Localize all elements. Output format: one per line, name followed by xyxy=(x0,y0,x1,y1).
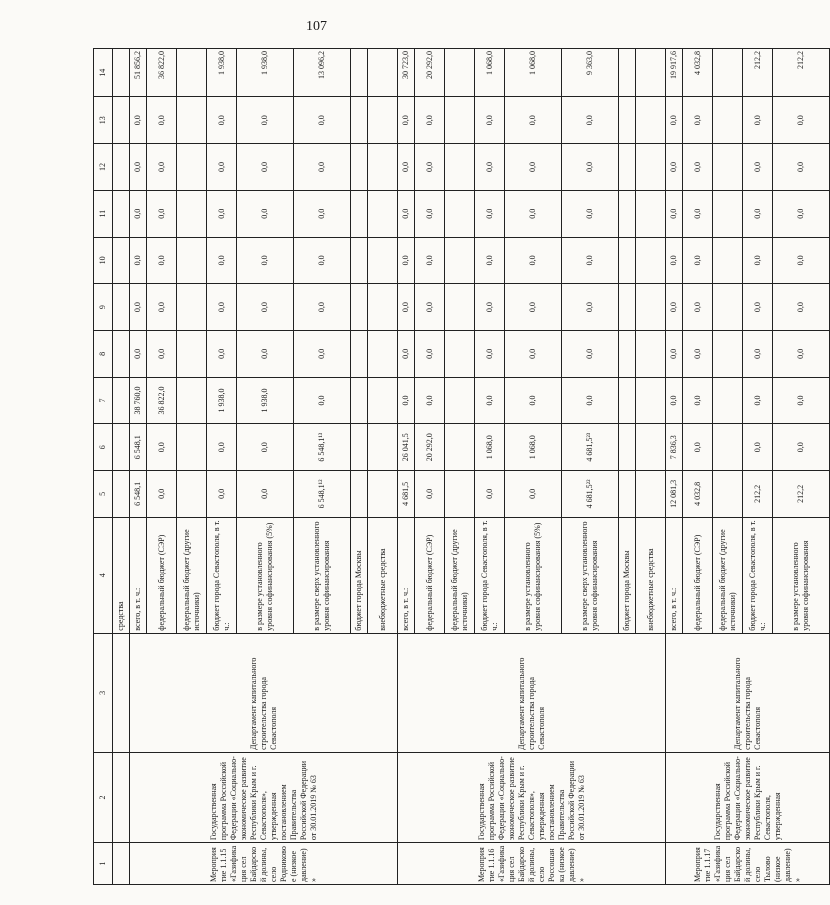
amount-cell: 0,0 xyxy=(683,237,713,284)
amount-cell: 0,0 xyxy=(666,97,683,144)
amount-cell xyxy=(368,144,398,191)
amount-cell: 20 292,0 xyxy=(415,49,445,97)
amount-cell xyxy=(619,49,636,97)
amount-cell: 1 068,0 xyxy=(475,49,505,97)
amount-cell: 4 681,5 xyxy=(398,471,415,518)
amount-cell: 0,0 xyxy=(773,330,830,377)
program-cell: Государственная программа Российской Федерации «Социально-экономическое развитие Республики Крым и г. Севастополя», утвержденная постановлением Правительства Российской Федерации от 30.01.2019 № 63 xyxy=(130,752,398,842)
amount-cell: 6 548,1 xyxy=(130,471,147,518)
amount-cell xyxy=(713,330,743,377)
amount-cell: 0,0 xyxy=(294,330,351,377)
amount-cell xyxy=(713,471,743,518)
funding-source-cell: в размере сверх установленного уровня софинансирования xyxy=(562,517,619,633)
amount-cell: 0,0 xyxy=(475,190,505,237)
amount-cell xyxy=(351,190,368,237)
amount-cell: 212,2 xyxy=(743,471,773,518)
amount-cell: 0,0 xyxy=(505,471,562,518)
amount-cell xyxy=(619,97,636,144)
amount-cell: 0,0 xyxy=(683,330,713,377)
amount-cell: 0,0 xyxy=(743,97,773,144)
amount-cell xyxy=(636,284,666,331)
column-number: 9 xyxy=(94,284,113,331)
amount-cell: 0,0 xyxy=(666,190,683,237)
amount-cell xyxy=(445,237,475,284)
amount-cell: 0,0 xyxy=(666,237,683,284)
event-cell: Мероприятие 1.1.16 «Газификация сел Байдарской долины, село Россошанка (низкое давление)» xyxy=(398,843,666,885)
amount-cell: 0,0 xyxy=(398,190,415,237)
amount-cell xyxy=(177,97,207,144)
amount-cell: 19 917,6 xyxy=(666,49,683,97)
program-cell: Государственная программа Российской Федерации «Социально-экономическое развитие Республики Крым и г. Севастополя, утвержденная xyxy=(666,752,830,842)
program-cell: Государственная программа Российской Федерации «Социально-экономическое развитие Республики Крым и г. Севастополя», утвержденная постановлением Правительства Российской Федерации от 30.01.2019 № 63 xyxy=(398,752,666,842)
column-number: 1 xyxy=(94,843,113,885)
amount-cell: 0,0 xyxy=(683,190,713,237)
amount-cell xyxy=(368,330,398,377)
amount-cell: 0,0 xyxy=(505,284,562,331)
amount-cell: 0,0 xyxy=(475,330,505,377)
amount-cell: 0,0 xyxy=(398,330,415,377)
amount-cell xyxy=(636,237,666,284)
amount-cell xyxy=(177,330,207,377)
amount-cell: 0,0 xyxy=(130,237,147,284)
amount-cell xyxy=(636,144,666,191)
rotated-table-frame xyxy=(93,48,810,885)
amount-cell xyxy=(619,377,636,424)
column-number: 13 xyxy=(94,97,113,144)
amount-cell: 6 548,1¹² xyxy=(294,471,351,518)
amount-cell: 0,0 xyxy=(683,424,713,471)
amount-cell xyxy=(177,144,207,191)
amount-cell xyxy=(636,471,666,518)
amount-cell: 1 938,0 xyxy=(207,377,237,424)
amount-cell: 1 938,0 xyxy=(207,49,237,97)
amount-cell: 0,0 xyxy=(237,144,294,191)
amount-cell: 0,0 xyxy=(475,377,505,424)
amount-cell: 1 938,0 xyxy=(237,377,294,424)
amount-cell: 0,0 xyxy=(294,190,351,237)
funding-source-cell: в размере установленного уровня софинансирования (5%) xyxy=(505,517,562,633)
amount-cell: 0,0 xyxy=(666,144,683,191)
amount-cell: 212,2 xyxy=(773,471,830,518)
amount-cell xyxy=(636,97,666,144)
funding-source-cell: в размере установленного уровня софинансирования (5%) xyxy=(237,517,294,633)
amount-cell: 0,0 xyxy=(207,144,237,191)
amount-cell: 0,0 xyxy=(130,284,147,331)
amount-cell xyxy=(636,377,666,424)
funding-source-cell: федеральный бюджет (другие источники) xyxy=(177,517,207,633)
amount-cell xyxy=(713,144,743,191)
amount-cell: 0,0 xyxy=(147,97,177,144)
amount-cell: 0,0 xyxy=(415,97,445,144)
column-number: 4 xyxy=(94,517,113,633)
amount-cell: 0,0 xyxy=(147,284,177,331)
amount-cell xyxy=(177,237,207,284)
amount-cell: 0,0 xyxy=(294,237,351,284)
amount-cell: 12 081,3 xyxy=(666,471,683,518)
amount-cell xyxy=(368,49,398,97)
funding-source-cell: в размере установленного уровня софинансирования xyxy=(773,517,830,633)
amount-cell: 0,0 xyxy=(743,190,773,237)
amount-cell: 0,0 xyxy=(398,284,415,331)
amount-cell: 36 822,0 xyxy=(147,49,177,97)
amount-cell: 0,0 xyxy=(294,284,351,331)
amount-cell: 0,0 xyxy=(562,330,619,377)
amount-cell: 4 681,5²² xyxy=(562,471,619,518)
event-cell: Мероприятие 1.1.17 «Газификация сел Байдарской долины, село Тылово (низкое давление)» xyxy=(666,843,830,885)
amount-cell xyxy=(619,284,636,331)
amount-cell xyxy=(351,330,368,377)
column-number: 2 xyxy=(94,752,113,842)
amount-cell: 0,0 xyxy=(475,144,505,191)
amount-cell xyxy=(351,424,368,471)
amount-cell xyxy=(445,471,475,518)
budget-table xyxy=(93,48,830,885)
amount-cell: 4 032,8 xyxy=(683,471,713,518)
amount-cell xyxy=(445,49,475,97)
column-number: 12 xyxy=(94,144,113,191)
amount-cell xyxy=(351,377,368,424)
amount-cell: 26 041,5 xyxy=(398,424,415,471)
column-number: 5 xyxy=(94,471,113,518)
amount-cell: 0,0 xyxy=(475,237,505,284)
amount-cell: 0,0 xyxy=(773,424,830,471)
amount-cell: 0,0 xyxy=(237,284,294,331)
amount-cell xyxy=(368,284,398,331)
amount-cell xyxy=(713,377,743,424)
amount-cell: 0,0 xyxy=(743,377,773,424)
amount-cell: 0,0 xyxy=(475,471,505,518)
amount-cell: 30 723,0 xyxy=(398,49,415,97)
funding-source-cell: всего, в т. ч.: xyxy=(398,517,415,633)
funding-source-cell: федеральный бюджет (СЭР) xyxy=(683,517,713,633)
table-row xyxy=(398,49,415,885)
amount-cell xyxy=(368,377,398,424)
amount-cell xyxy=(445,377,475,424)
amount-cell: 0,0 xyxy=(562,190,619,237)
amount-cell: 51 856,2 xyxy=(130,49,147,97)
amount-cell xyxy=(177,377,207,424)
amount-cell: 0,0 xyxy=(130,190,147,237)
amount-cell: 6 548,1 xyxy=(130,424,147,471)
amount-cell: 0,0 xyxy=(743,330,773,377)
amount-cell xyxy=(351,144,368,191)
amount-cell xyxy=(368,237,398,284)
amount-cell xyxy=(445,190,475,237)
column-number: 11 xyxy=(94,190,113,237)
amount-cell: 0,0 xyxy=(683,97,713,144)
amount-cell: 0,0 xyxy=(294,144,351,191)
event-cell: Мероприятие 1.1.15 «Газификация сел Байдарской долины, село Родниковое (низкое давление)» xyxy=(130,843,398,885)
amount-cell: 0,0 xyxy=(505,97,562,144)
amount-cell: 0,0 xyxy=(147,471,177,518)
amount-cell: 0,0 xyxy=(147,190,177,237)
amount-cell: 0,0 xyxy=(562,144,619,191)
amount-cell: 0,0 xyxy=(773,97,830,144)
amount-cell xyxy=(713,49,743,97)
amount-cell: 1 938,0 xyxy=(237,49,294,97)
amount-cell: 0,0 xyxy=(505,144,562,191)
amount-cell xyxy=(636,330,666,377)
amount-cell: 13 096,2 xyxy=(294,49,351,97)
amount-cell xyxy=(713,424,743,471)
column-number: 7 xyxy=(94,377,113,424)
amount-cell xyxy=(619,237,636,284)
amount-cell: 0,0 xyxy=(415,144,445,191)
amount-cell: 0,0 xyxy=(505,377,562,424)
amount-cell xyxy=(713,237,743,284)
amount-cell: 0,0 xyxy=(415,377,445,424)
funding-source-cell: внебюджетные средства xyxy=(636,517,666,633)
funding-source-cell: бюджет города Москвы xyxy=(351,517,368,633)
funding-source-cell: бюджет города Севастополя, в т. ч.: xyxy=(207,517,237,633)
amount-cell: 0,0 xyxy=(683,144,713,191)
amount-cell xyxy=(636,190,666,237)
amount-cell: 36 822,0 xyxy=(147,377,177,424)
amount-cell: 0,0 xyxy=(666,377,683,424)
amount-cell: 1 068,0 xyxy=(505,424,562,471)
amount-cell: 0,0 xyxy=(415,471,445,518)
amount-cell: 7 836,3 xyxy=(666,424,683,471)
amount-cell: 0,0 xyxy=(743,424,773,471)
amount-cell: 0,0 xyxy=(773,377,830,424)
amount-cell: 38 760,0 xyxy=(130,377,147,424)
amount-cell: 4 032,8 xyxy=(683,49,713,97)
amount-cell: 0,0 xyxy=(562,377,619,424)
amount-cell xyxy=(619,330,636,377)
amount-cell: 0,0 xyxy=(773,144,830,191)
amount-cell: 1 068,0 xyxy=(475,424,505,471)
amount-cell: 0,0 xyxy=(743,284,773,331)
funding-source-cell: в размере сверх установленного уровня софинансирования xyxy=(294,517,351,633)
funding-source-cell: федеральный бюджет (другие источники) xyxy=(445,517,475,633)
executor-cell: Департамент капитального строительства города Севастополя xyxy=(130,633,398,752)
amount-cell xyxy=(636,49,666,97)
amount-cell: 9 363,0 xyxy=(562,49,619,97)
amount-cell: 0,0 xyxy=(130,97,147,144)
amount-cell: 0,0 xyxy=(415,284,445,331)
amount-cell xyxy=(445,144,475,191)
amount-cell: 1 068,0 xyxy=(505,49,562,97)
amount-cell: 0,0 xyxy=(398,237,415,284)
amount-cell xyxy=(619,424,636,471)
amount-cell xyxy=(368,97,398,144)
amount-cell: 0,0 xyxy=(294,377,351,424)
amount-cell xyxy=(177,284,207,331)
funding-source-cell: федеральный бюджет (СЭР) xyxy=(415,517,445,633)
carryover-row xyxy=(113,49,130,885)
column-number: 10 xyxy=(94,237,113,284)
amount-cell: 0,0 xyxy=(773,237,830,284)
amount-cell: 0,0 xyxy=(743,237,773,284)
amount-cell: 0,0 xyxy=(207,424,237,471)
amount-cell xyxy=(713,97,743,144)
amount-cell: 0,0 xyxy=(147,144,177,191)
column-number: 6 xyxy=(94,424,113,471)
amount-cell: 0,0 xyxy=(505,190,562,237)
amount-cell xyxy=(351,237,368,284)
amount-cell xyxy=(351,471,368,518)
amount-cell: 0,0 xyxy=(773,190,830,237)
amount-cell xyxy=(351,97,368,144)
amount-cell: 4 681,5²³ xyxy=(562,424,619,471)
funding-source-cell: всего, в т. ч.: xyxy=(130,517,147,633)
executor-cell: Департамент капитального строительства города Севастополя xyxy=(666,633,830,752)
funding-source-cell: бюджет города Севастополя, в т. ч.: xyxy=(743,517,773,633)
amount-cell: 0,0 xyxy=(415,237,445,284)
amount-cell: 0,0 xyxy=(683,284,713,331)
amount-cell: 0,0 xyxy=(147,424,177,471)
amount-cell: 0,0 xyxy=(294,97,351,144)
amount-cell: 212,2 xyxy=(743,49,773,97)
amount-cell xyxy=(177,471,207,518)
funding-source-cell: бюджет города Севастополя, в т. ч.: xyxy=(475,517,505,633)
column-number: 14 xyxy=(94,49,113,97)
amount-cell: 0,0 xyxy=(237,190,294,237)
amount-cell: 0,0 xyxy=(147,330,177,377)
amount-cell xyxy=(445,424,475,471)
carryover-label: средства xyxy=(113,517,130,633)
amount-cell xyxy=(368,190,398,237)
amount-cell xyxy=(368,424,398,471)
amount-cell: 0,0 xyxy=(237,237,294,284)
amount-cell: 0,0 xyxy=(207,237,237,284)
amount-cell: 0,0 xyxy=(743,144,773,191)
amount-cell xyxy=(177,190,207,237)
amount-cell xyxy=(713,284,743,331)
funding-source-cell: федеральный бюджет (СЭР) xyxy=(147,517,177,633)
amount-cell: 0,0 xyxy=(207,330,237,377)
amount-cell: 0,0 xyxy=(666,330,683,377)
amount-cell: 0,0 xyxy=(207,97,237,144)
amount-cell: 0,0 xyxy=(683,377,713,424)
amount-cell xyxy=(445,330,475,377)
amount-cell: 0,0 xyxy=(773,284,830,331)
amount-cell: 0,0 xyxy=(207,471,237,518)
amount-cell: 0,0 xyxy=(398,377,415,424)
amount-cell xyxy=(636,424,666,471)
amount-cell: 0,0 xyxy=(130,330,147,377)
column-number-row xyxy=(94,49,113,885)
table-row xyxy=(666,49,683,885)
amount-cell: 0,0 xyxy=(237,471,294,518)
amount-cell xyxy=(445,284,475,331)
amount-cell: 20 292,0 xyxy=(415,424,445,471)
funding-source-cell: внебюджетные средства xyxy=(368,517,398,633)
amount-cell: 0,0 xyxy=(207,190,237,237)
amount-cell: 212,2 xyxy=(773,49,830,97)
column-number: 3 xyxy=(94,633,113,752)
amount-cell xyxy=(177,49,207,97)
amount-cell xyxy=(177,424,207,471)
amount-cell: 0,0 xyxy=(562,237,619,284)
amount-cell: 0,0 xyxy=(505,330,562,377)
amount-cell xyxy=(445,97,475,144)
table-row xyxy=(130,49,147,885)
amount-cell: 0,0 xyxy=(475,97,505,144)
amount-cell xyxy=(368,471,398,518)
amount-cell: 0,0 xyxy=(207,284,237,331)
amount-cell xyxy=(713,190,743,237)
page-number: 107 xyxy=(306,19,327,34)
amount-cell xyxy=(619,471,636,518)
funding-source-cell: всего, в т. ч.: xyxy=(666,517,683,633)
column-number: 8 xyxy=(94,330,113,377)
amount-cell: 0,0 xyxy=(475,284,505,331)
amount-cell: 0,0 xyxy=(130,144,147,191)
amount-cell xyxy=(619,144,636,191)
amount-cell: 0,0 xyxy=(505,237,562,284)
amount-cell: 0,0 xyxy=(666,284,683,331)
amount-cell: 0,0 xyxy=(398,97,415,144)
amount-cell: 6 548,1¹³ xyxy=(294,424,351,471)
amount-cell: 0,0 xyxy=(415,330,445,377)
amount-cell: 0,0 xyxy=(415,190,445,237)
amount-cell xyxy=(351,49,368,97)
amount-cell: 0,0 xyxy=(398,144,415,191)
amount-cell: 0,0 xyxy=(237,424,294,471)
amount-cell: 0,0 xyxy=(237,330,294,377)
amount-cell xyxy=(619,190,636,237)
funding-source-cell: бюджет города Москвы xyxy=(619,517,636,633)
executor-cell: Департамент капитального строительства города Севастополя xyxy=(398,633,666,752)
amount-cell xyxy=(351,284,368,331)
amount-cell: 0,0 xyxy=(147,237,177,284)
amount-cell: 0,0 xyxy=(237,97,294,144)
amount-cell: 0,0 xyxy=(562,97,619,144)
funding-source-cell: федеральный бюджет (другие источники) xyxy=(713,517,743,633)
amount-cell: 0,0 xyxy=(562,284,619,331)
